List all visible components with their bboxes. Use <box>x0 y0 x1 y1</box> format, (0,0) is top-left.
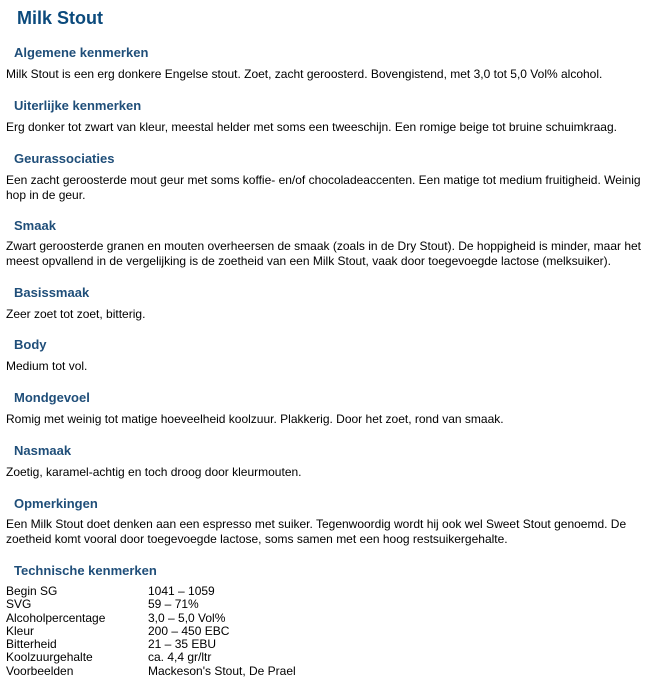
section-text-uiterlijke-kenmerken: Erg donker tot zwart van kleur, meestal helder met soms een tweeschijn. Een romige beige tot bruine schuimkraag. <box>6 120 617 134</box>
tech-value-bitterheid: 21 – 35 EBU <box>148 637 217 652</box>
tech-label-begin-sg: Begin SG <box>6 584 58 598</box>
tech-value-alcoholpercentage: 3,0 – 5,0 Vol% <box>148 610 226 625</box>
section-heading-basissmaak: Basissmaak <box>14 285 90 300</box>
section-heading-uiterlijke-kenmerken: Uiterlijke kenmerken <box>14 98 142 113</box>
table-row <box>6 612 296 625</box>
section-heading-algemene-kenmerken: Algemene kenmerken <box>14 45 149 60</box>
tech-label-kleur: Kleur <box>6 623 35 638</box>
section-text-opmerkingen: Een Milk Stout doet denken aan een espresso met suiker. Tegenwoordig wordt hij ook wel Sweet Stout genoemd. De zoetheid komt vooral door toegevoegde lactose, soms samen met een hoog restsuikergehalte. <box>6 517 627 546</box>
tech-value-koolzuurgehalte: ca. 4,4 gr/ltr <box>148 650 212 665</box>
table-row <box>6 665 296 678</box>
section-text-nasmaak: Zoetig, karamel-achtig en toch droog door kleurmouten. <box>6 465 302 479</box>
tech-value-begin-sg: 1041 – 1059 <box>148 584 215 598</box>
table-row <box>6 625 296 638</box>
section-text-body: Medium tot vol. <box>6 359 88 373</box>
section-heading-technische-kenmerken: Technische kenmerken <box>14 563 157 578</box>
technical-specs-table <box>6 585 296 678</box>
table-row <box>6 651 296 664</box>
tech-label-alcoholpercentage: Alcoholpercentage <box>6 610 106 625</box>
tech-label-koolzuurgehalte: Koolzuurgehalte <box>6 650 93 665</box>
tech-label-bitterheid: Bitterheid <box>6 637 57 652</box>
section-text-algemene-kenmerken: Milk Stout is een erg donkere Engelse stout. Zoet, zacht geroosterd. Bovengistend, met 3,0 tot 5,0 Vol% alcohol. <box>6 67 603 81</box>
section-text-geurassociaties: Een zacht geroosterde mout geur met soms koffie- en/of chocoladeaccenten. Een matige tot medium fruitigheid. Weinig hop in de geur. <box>6 173 641 202</box>
tech-label-svg: SVG <box>6 597 32 612</box>
section-heading-geurassociaties: Geurassociaties <box>14 151 115 166</box>
section-heading-body: Body <box>14 337 47 352</box>
tech-label-voorbeelden: Voorbeelden <box>6 663 74 678</box>
section-heading-mondgevoel: Mondgevoel <box>14 390 90 405</box>
table-row <box>6 638 296 651</box>
section-text-basissmaak: Zeer zoet tot zoet, bitterig. <box>6 307 146 321</box>
tech-value-kleur: 200 – 450 EBC <box>148 623 230 638</box>
section-heading-opmerkingen: Opmerkingen <box>14 496 98 511</box>
tech-value-voorbeelden: Mackeson's Stout, De Prael <box>148 663 296 678</box>
section-heading-smaak: Smaak <box>14 218 56 233</box>
table-row <box>6 598 296 611</box>
section-text-mondgevoel: Romig met weinig tot matige hoeveelheid koolzuur. Plakkerig. Door het zoet, rond van smaak. <box>6 412 504 426</box>
table-row <box>6 585 296 598</box>
tech-value-svg: 59 – 71% <box>148 597 199 612</box>
section-text-smaak: Zwart geroosterde granen en mouten overheersen de smaak (zoals in de Dry Stout). De hoppigheid is minder, maar het meest opvallend in de vergelijking is de zoetheid van een Milk Stout, vaak door toegevoegde lactose (melksuiker). <box>6 239 642 268</box>
page-title: Milk Stout <box>17 8 103 28</box>
section-heading-nasmaak: Nasmaak <box>14 443 72 458</box>
